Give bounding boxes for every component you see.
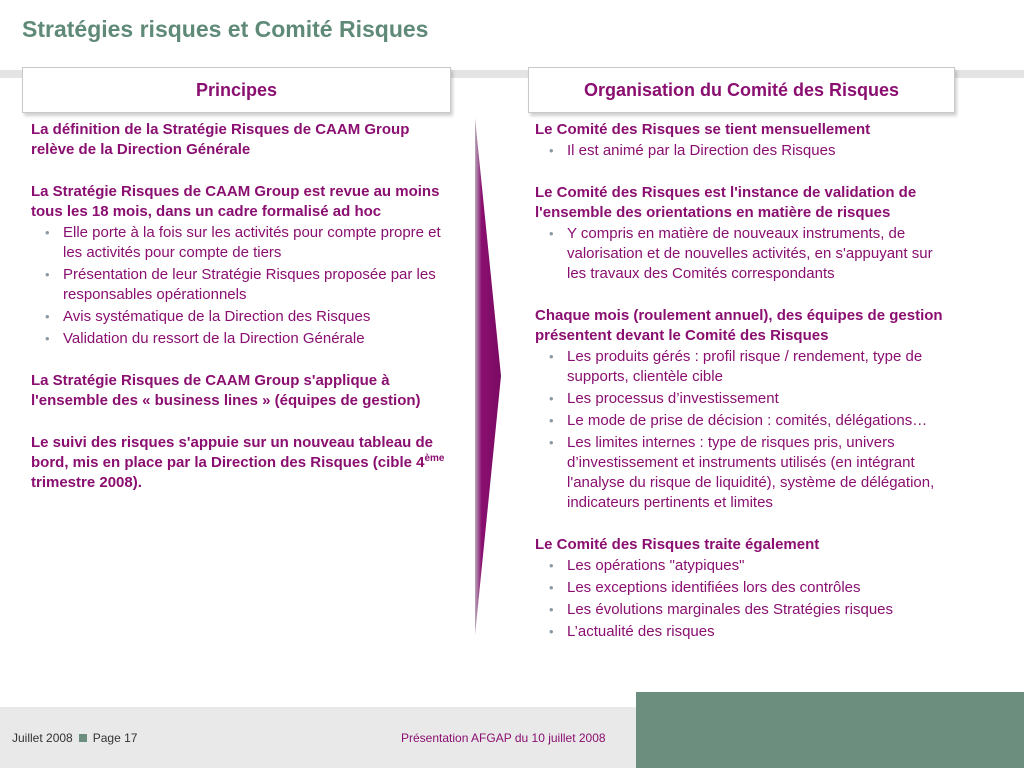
tab-organisation	[528, 67, 955, 113]
footer-date: Juillet 2008	[12, 731, 73, 745]
bullet-icon: •	[549, 143, 554, 158]
list-item	[535, 141, 955, 161]
list-item-text: Les limites internes : type de risques pris, univers d’investissement et instruments utilisés (en intégrant l'analyse du risque de liquidité), système de délégation, indicateurs pertinents et limites	[567, 434, 935, 511]
tab-organisation-label: Organisation du Comité des Risques	[583, 79, 900, 100]
left-heading-1: La définition de la Stratégie Risques de CAAM Group relève de la Direction Générale	[31, 121, 410, 158]
right-heading-2: Le Comité des Risques est l'instance de validation de l'ensemble des orientations en matière de risques	[535, 184, 917, 221]
right-block-1	[535, 120, 955, 161]
list-item-text: Avis systématique de la Direction des Risques	[63, 308, 371, 325]
bullet-icon: •	[549, 413, 554, 428]
right-heading-3: Chaque mois (roulement annuel), des équipes de gestion présentent devant le Comité des Risques	[535, 307, 943, 344]
left-block-1	[31, 120, 446, 160]
bullet-icon: •	[549, 226, 554, 241]
right-bullet-list-1	[535, 141, 955, 161]
bullet-icon: •	[45, 225, 50, 240]
tab-principes	[22, 67, 451, 113]
left-heading-4	[31, 433, 446, 493]
square-bullet-icon	[79, 734, 87, 742]
left-bullet-list-2	[31, 223, 446, 349]
right-bullet-list-3	[535, 347, 955, 513]
list-item	[535, 578, 955, 598]
bullet-icon: •	[549, 558, 554, 573]
right-bullet-list-4	[535, 556, 955, 642]
list-item	[535, 433, 955, 513]
list-item	[535, 556, 955, 576]
list-item-text: Présentation de leur Stratégie Risques proposée par les responsables opérationnels	[63, 266, 436, 303]
right-block-2	[535, 183, 955, 284]
footer-left	[12, 731, 137, 745]
bullet-icon: •	[45, 267, 50, 282]
list-item	[535, 389, 955, 409]
right-column	[535, 120, 955, 664]
list-item-text: Il est animé par la Direction des Risques	[567, 142, 836, 159]
bullet-icon: •	[45, 309, 50, 324]
list-item-text: Le mode de prise de décision : comités, délégations…	[567, 412, 928, 429]
bullet-icon: •	[549, 391, 554, 406]
right-bullet-list-2	[535, 224, 955, 284]
bullet-icon: •	[549, 435, 554, 450]
list-item-text: L’actualité des risques	[567, 623, 715, 640]
list-item-text: Les processus d’investissement	[567, 390, 779, 407]
chevron-arrow-icon	[470, 118, 506, 638]
bullet-icon: •	[549, 624, 554, 639]
bullet-icon: •	[549, 580, 554, 595]
list-item-text: Les évolutions marginales des Stratégies risques	[567, 601, 894, 618]
list-item-text: Les opérations "atypiques"	[567, 557, 745, 574]
left-heading-2: La Stratégie Risques de CAAM Group est revue au moins tous les 18 mois, dans un cadre formalisé ad hoc	[31, 183, 440, 220]
list-item-text: Les produits gérés : profil risque / rendement, type de supports, clientèle cible	[567, 348, 923, 385]
bullet-icon: •	[549, 602, 554, 617]
list-item-text: Les exceptions identifiées lors des contrôles	[567, 579, 861, 596]
list-item	[535, 347, 955, 387]
right-block-3	[535, 306, 955, 513]
footer-page: Page 17	[92, 731, 138, 745]
list-item	[535, 622, 955, 642]
footer-green-block	[636, 692, 1024, 768]
left-column	[31, 120, 446, 515]
list-item	[535, 600, 955, 620]
list-item-text: Elle porte à la fois sur les activités pour compte propre et les activités pour compte de tiers	[63, 224, 441, 261]
tab-principes-label: Principes	[195, 79, 278, 100]
left-block-2	[31, 182, 446, 349]
list-item-text: Y compris en matière de nouveaux instruments, de valorisation et de nouvelles activités, en s'appuyant sur les travaux des Comités correspondants	[567, 225, 933, 282]
left-heading-3: La Stratégie Risques de CAAM Group s'applique à l'ensemble des « business lines » (équipes de gestion)	[31, 372, 421, 409]
left-block-3	[31, 371, 446, 411]
right-heading-4: Le Comité des Risques traite également	[535, 536, 820, 553]
footer-presentation: Présentation AFGAP du 10 juillet 2008	[401, 731, 606, 745]
right-block-4	[535, 535, 955, 642]
list-item	[31, 307, 446, 327]
list-item	[535, 411, 955, 431]
left-heading-4-sup: ème	[424, 453, 445, 464]
list-item-text: Validation du ressort de la Direction Générale	[63, 330, 365, 347]
list-item	[31, 265, 446, 305]
left-heading-4-b: trimestre 2008).	[31, 474, 142, 491]
list-item	[31, 329, 446, 349]
list-item	[535, 224, 955, 284]
bullet-icon: •	[45, 331, 50, 346]
left-heading-4-a: Le suivi des risques s'appuie sur un nouveau tableau de bord, mis en place par la Direction des Risques (cible 4	[31, 434, 434, 471]
bullet-icon: •	[549, 349, 554, 364]
right-heading-1: Le Comité des Risques se tient mensuellement	[535, 121, 871, 138]
left-block-4	[31, 433, 446, 493]
list-item	[31, 223, 446, 263]
page-title: Stratégies risques et Comité Risques	[22, 16, 429, 42]
